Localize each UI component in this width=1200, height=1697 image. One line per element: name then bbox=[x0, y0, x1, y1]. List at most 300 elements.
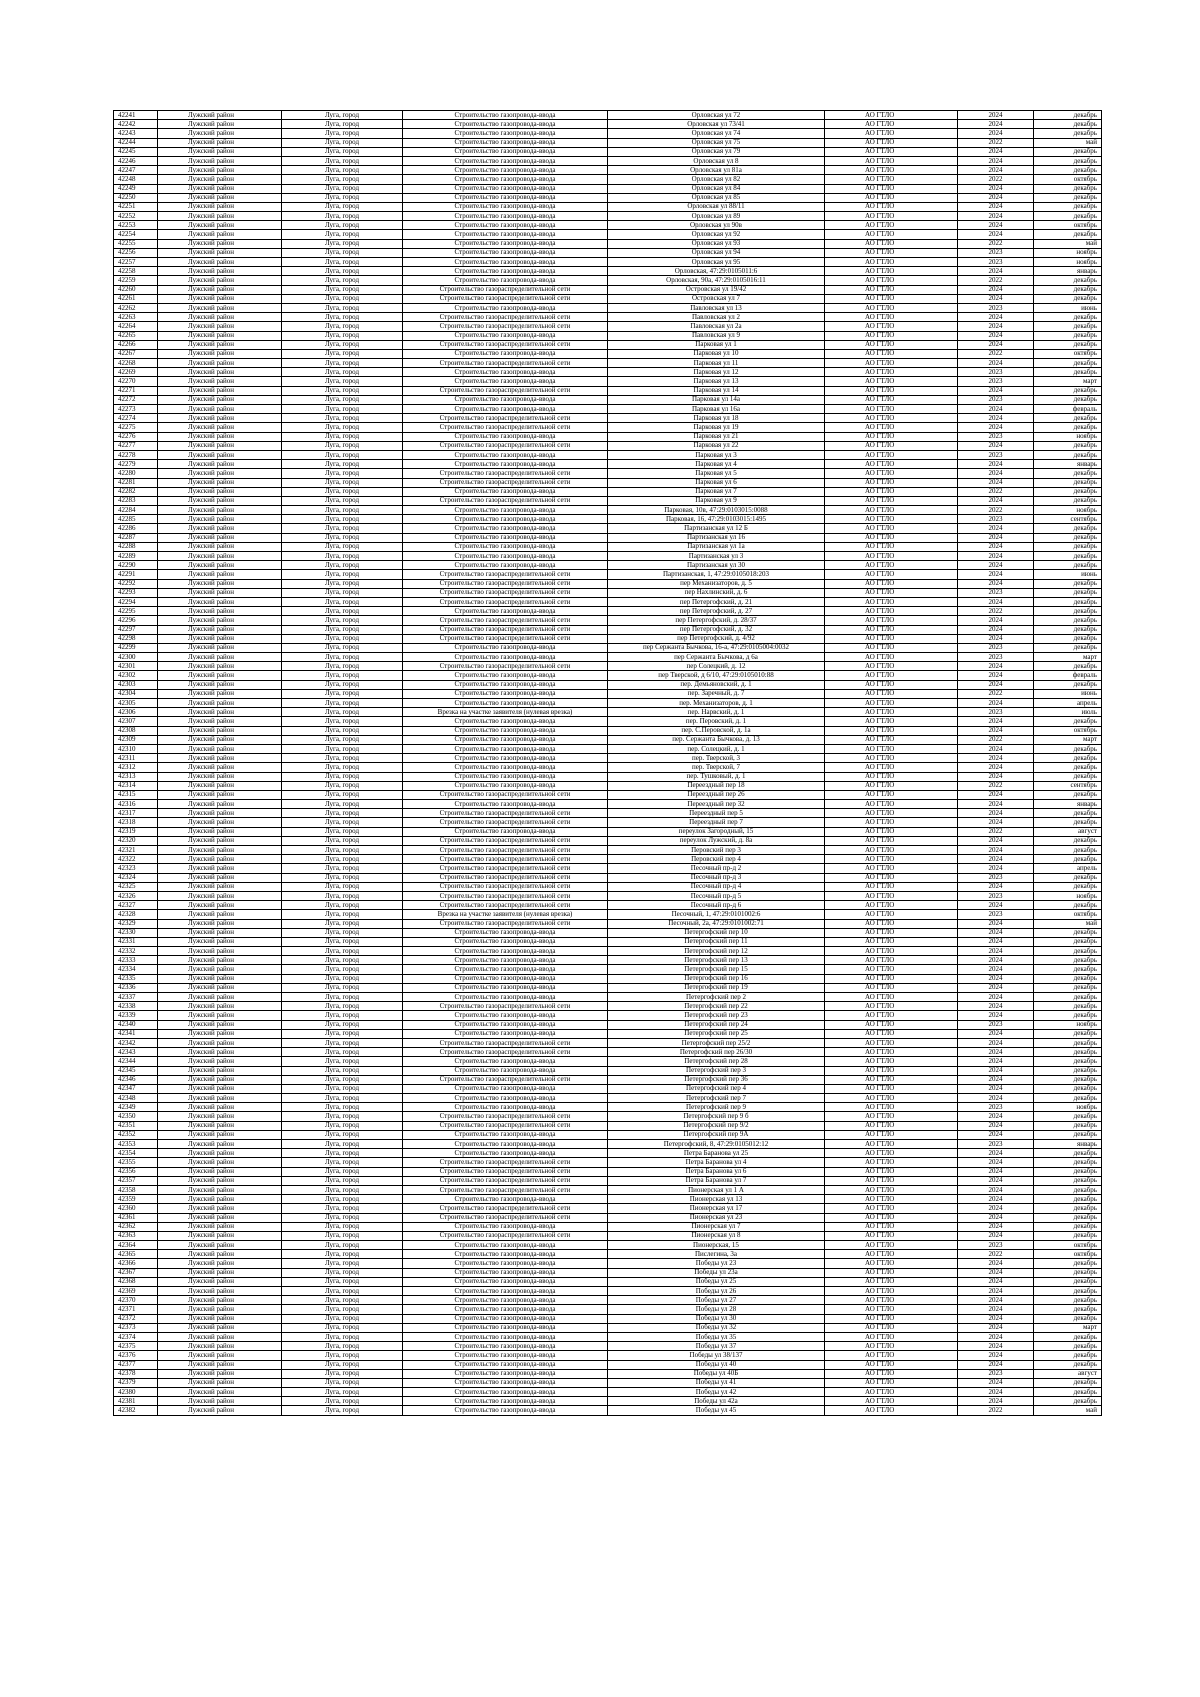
record-id-cell: 42325 bbox=[114, 882, 158, 891]
record-id-cell: 42298 bbox=[114, 634, 158, 643]
district-cell: Лужский район bbox=[158, 570, 282, 579]
district-cell: Лужский район bbox=[158, 258, 282, 267]
work-type-cell: Строительство газораспределительной сети bbox=[403, 1231, 608, 1240]
locality-cell: Луга, город bbox=[282, 331, 403, 340]
month-cell: июнь bbox=[1034, 570, 1102, 579]
record-id-cell: 42285 bbox=[114, 515, 158, 524]
district-cell: Лужский район bbox=[158, 294, 282, 303]
address-cell: пер. Заречный, д. 7 bbox=[608, 689, 825, 698]
organization-cell: АО ГТЛО bbox=[825, 928, 958, 937]
month-cell: декабрь bbox=[1034, 588, 1102, 597]
address-cell: Орловская ул 92 bbox=[608, 230, 825, 239]
table-row bbox=[114, 754, 1102, 763]
record-id-cell: 42355 bbox=[114, 1158, 158, 1167]
locality-cell: Луга, город bbox=[282, 735, 403, 744]
address-cell: Петергофский пер 11 bbox=[608, 937, 825, 946]
month-cell: декабрь bbox=[1034, 111, 1102, 120]
work-type-cell: Строительство газопровода-ввода bbox=[403, 1094, 608, 1103]
year-cell: 2024 bbox=[958, 1121, 1034, 1130]
month-cell: декабрь bbox=[1034, 166, 1102, 175]
address-cell: Петергофский пер 23 bbox=[608, 1011, 825, 1020]
address-cell: пер Сержанта Бычкова, 16-а, 47:29:0105004:0032 bbox=[608, 643, 825, 652]
table-body bbox=[114, 111, 1102, 1416]
table-row bbox=[114, 1002, 1102, 1011]
month-cell: декабрь bbox=[1034, 1176, 1102, 1185]
table-row bbox=[114, 1369, 1102, 1378]
locality-cell: Луга, город bbox=[282, 1176, 403, 1185]
record-id-cell: 42348 bbox=[114, 1094, 158, 1103]
year-cell: 2024 bbox=[958, 202, 1034, 211]
address-cell: Петергофский пер 12 bbox=[608, 947, 825, 956]
record-id-cell: 42359 bbox=[114, 1195, 158, 1204]
record-id-cell: 42327 bbox=[114, 901, 158, 910]
district-cell: Лужский район bbox=[158, 1277, 282, 1286]
locality-cell: Луга, город bbox=[282, 1158, 403, 1167]
year-cell: 2022 bbox=[958, 1250, 1034, 1259]
organization-cell: АО ГТЛО bbox=[825, 423, 958, 432]
year-cell: 2024 bbox=[958, 129, 1034, 138]
work-type-cell: Строительство газораспределительной сети bbox=[403, 469, 608, 478]
table-row bbox=[114, 524, 1102, 533]
address-cell: Петра Баранова ул 4 bbox=[608, 1158, 825, 1167]
locality-cell: Луга, город bbox=[282, 1241, 403, 1250]
district-cell: Лужский район bbox=[158, 882, 282, 891]
district-cell: Лужский район bbox=[158, 662, 282, 671]
organization-cell: АО ГТЛО bbox=[825, 1250, 958, 1259]
locality-cell: Луга, город bbox=[282, 653, 403, 662]
month-cell: январь bbox=[1034, 460, 1102, 469]
address-cell: Переездный пер 26 bbox=[608, 790, 825, 799]
organization-cell: АО ГТЛО bbox=[825, 864, 958, 873]
locality-cell: Луга, город bbox=[282, 947, 403, 956]
organization-cell: АО ГТЛО bbox=[825, 248, 958, 257]
record-id-cell: 42379 bbox=[114, 1378, 158, 1387]
work-type-cell: Строительство газопровода-ввода bbox=[403, 405, 608, 414]
address-cell: Победы ул 27 bbox=[608, 1296, 825, 1305]
district-cell: Лужский район bbox=[158, 1388, 282, 1397]
work-type-cell: Строительство газопровода-ввода bbox=[403, 1140, 608, 1149]
table-row bbox=[114, 1222, 1102, 1231]
month-cell: ноябрь bbox=[1034, 891, 1102, 900]
locality-cell: Луга, город bbox=[282, 634, 403, 643]
record-id-cell: 42257 bbox=[114, 258, 158, 267]
year-cell: 2024 bbox=[958, 983, 1034, 992]
work-type-cell: Строительство газопровода-ввода bbox=[403, 1222, 608, 1231]
district-cell: Лужский район bbox=[158, 671, 282, 680]
work-type-cell: Строительство газораспределительной сети bbox=[403, 919, 608, 928]
organization-cell: АО ГТЛО bbox=[825, 1388, 958, 1397]
record-id-cell: 42322 bbox=[114, 855, 158, 864]
record-id-cell: 42311 bbox=[114, 754, 158, 763]
address-cell: Орловская ул 89 bbox=[608, 212, 825, 221]
year-cell: 2024 bbox=[958, 423, 1034, 432]
locality-cell: Луга, город bbox=[282, 138, 403, 147]
work-type-cell: Строительство газопровода-ввода bbox=[403, 763, 608, 772]
address-cell: пер. Солецкий, д. 1 bbox=[608, 744, 825, 753]
table-row bbox=[114, 258, 1102, 267]
table-row bbox=[114, 1305, 1102, 1314]
work-type-cell: Строительство газопровода-ввода bbox=[403, 349, 608, 358]
address-cell: Парковая, 16, 47:29:0103015:1495 bbox=[608, 515, 825, 524]
district-cell: Лужский район bbox=[158, 1130, 282, 1139]
organization-cell: АО ГТЛО bbox=[825, 487, 958, 496]
work-type-cell: Строительство газопровода-ввода bbox=[403, 1149, 608, 1158]
district-cell: Лужский район bbox=[158, 855, 282, 864]
record-id-cell: 42306 bbox=[114, 708, 158, 717]
locality-cell: Луга, город bbox=[282, 873, 403, 882]
record-id-cell: 42283 bbox=[114, 496, 158, 505]
work-type-cell: Строительство газопровода-ввода bbox=[403, 450, 608, 459]
locality-cell: Луга, город bbox=[282, 901, 403, 910]
work-type-cell: Строительство газопровода-ввода bbox=[403, 460, 608, 469]
work-type-cell: Строительство газопровода-ввода bbox=[403, 129, 608, 138]
year-cell: 2023 bbox=[958, 1103, 1034, 1112]
record-id-cell: 42310 bbox=[114, 744, 158, 753]
month-cell: декабрь bbox=[1034, 542, 1102, 551]
locality-cell: Луга, город bbox=[282, 689, 403, 698]
address-cell: Петергофский пер 4 bbox=[608, 1084, 825, 1093]
month-cell: декабрь bbox=[1034, 937, 1102, 946]
table-row bbox=[114, 506, 1102, 515]
district-cell: Лужский район bbox=[158, 1020, 282, 1029]
record-id-cell: 42252 bbox=[114, 212, 158, 221]
work-type-cell: Строительство газопровода-ввода bbox=[403, 202, 608, 211]
table-row bbox=[114, 910, 1102, 919]
work-type-cell: Строительство газопровода-ввода bbox=[403, 212, 608, 221]
table-row bbox=[114, 772, 1102, 781]
table-row bbox=[114, 1158, 1102, 1167]
district-cell: Лужский район bbox=[158, 156, 282, 165]
table-row bbox=[114, 790, 1102, 799]
organization-cell: АО ГТЛО bbox=[825, 294, 958, 303]
table-row bbox=[114, 983, 1102, 992]
work-type-cell: Строительство газораспределительной сети bbox=[403, 809, 608, 818]
month-cell: декабрь bbox=[1034, 1397, 1102, 1406]
locality-cell: Луга, город bbox=[282, 248, 403, 257]
organization-cell: АО ГТЛО bbox=[825, 120, 958, 129]
district-cell: Лужский район bbox=[158, 1241, 282, 1250]
organization-cell: АО ГТЛО bbox=[825, 735, 958, 744]
year-cell: 2024 bbox=[958, 625, 1034, 634]
table-row bbox=[114, 1342, 1102, 1351]
organization-cell: АО ГТЛО bbox=[825, 239, 958, 248]
address-cell: Петра Баранова ул 25 bbox=[608, 1149, 825, 1158]
district-cell: Лужский район bbox=[158, 147, 282, 156]
record-id-cell: 42293 bbox=[114, 588, 158, 597]
record-id-cell: 42266 bbox=[114, 340, 158, 349]
locality-cell: Луга, город bbox=[282, 1121, 403, 1130]
year-cell: 2023 bbox=[958, 1020, 1034, 1029]
district-cell: Лужский район bbox=[158, 1268, 282, 1277]
district-cell: Лужский район bbox=[158, 395, 282, 404]
table-row bbox=[114, 212, 1102, 221]
record-id-cell: 42382 bbox=[114, 1406, 158, 1415]
locality-cell: Луга, город bbox=[282, 827, 403, 836]
locality-cell: Луга, город bbox=[282, 1351, 403, 1360]
year-cell: 2023 bbox=[958, 1140, 1034, 1149]
month-cell: декабрь bbox=[1034, 285, 1102, 294]
month-cell: март bbox=[1034, 653, 1102, 662]
district-cell: Лужский район bbox=[158, 1222, 282, 1231]
address-cell: Петра Баранова ул 6 bbox=[608, 1167, 825, 1176]
record-id-cell: 42280 bbox=[114, 469, 158, 478]
table-row bbox=[114, 303, 1102, 312]
record-id-cell: 42330 bbox=[114, 928, 158, 937]
address-cell: Победы ул 38/137 bbox=[608, 1351, 825, 1360]
table-row bbox=[114, 175, 1102, 184]
year-cell: 2022 bbox=[958, 276, 1034, 285]
table-row bbox=[114, 846, 1102, 855]
year-cell: 2022 bbox=[958, 239, 1034, 248]
work-type-cell: Строительство газопровода-ввода bbox=[403, 138, 608, 147]
district-cell: Лужский район bbox=[158, 138, 282, 147]
locality-cell: Луга, город bbox=[282, 120, 403, 129]
locality-cell: Луга, город bbox=[282, 855, 403, 864]
work-type-cell: Строительство газопровода-ввода bbox=[403, 303, 608, 312]
address-cell: Перовский пер 3 bbox=[608, 846, 825, 855]
month-cell: февраль bbox=[1034, 405, 1102, 414]
address-cell: Пионерская ул 13 bbox=[608, 1195, 825, 1204]
district-cell: Лужский район bbox=[158, 1397, 282, 1406]
year-cell: 2024 bbox=[958, 1167, 1034, 1176]
organization-cell: АО ГТЛО bbox=[825, 956, 958, 965]
work-type-cell: Строительство газораспределительной сети bbox=[403, 1112, 608, 1121]
locality-cell: Луга, город bbox=[282, 276, 403, 285]
month-cell: декабрь bbox=[1034, 1149, 1102, 1158]
organization-cell: АО ГТЛО bbox=[825, 1397, 958, 1406]
work-type-cell: Строительство газопровода-ввода bbox=[403, 1296, 608, 1305]
locality-cell: Луга, город bbox=[282, 680, 403, 689]
year-cell: 2024 bbox=[958, 1038, 1034, 1047]
organization-cell: АО ГТЛО bbox=[825, 561, 958, 570]
record-id-cell: 42275 bbox=[114, 423, 158, 432]
work-type-cell: Строительство газораспределительной сети bbox=[403, 864, 608, 873]
table-row bbox=[114, 533, 1102, 542]
address-cell: Песочный пр-д 5 bbox=[608, 891, 825, 900]
record-id-cell: 42365 bbox=[114, 1250, 158, 1259]
year-cell: 2024 bbox=[958, 405, 1034, 414]
address-cell: Парковая ул 11 bbox=[608, 359, 825, 368]
locality-cell: Луга, город bbox=[282, 423, 403, 432]
year-cell: 2022 bbox=[958, 506, 1034, 515]
record-id-cell: 42287 bbox=[114, 533, 158, 542]
record-id-cell: 42267 bbox=[114, 349, 158, 358]
address-cell: Орловская ул 93 bbox=[608, 239, 825, 248]
table-row bbox=[114, 1011, 1102, 1020]
work-type-cell: Строительство газопровода-ввода bbox=[403, 1195, 608, 1204]
district-cell: Лужский район bbox=[158, 1103, 282, 1112]
organization-cell: АО ГТЛО bbox=[825, 1084, 958, 1093]
work-type-cell: Строительство газораспределительной сети bbox=[403, 634, 608, 643]
table-row bbox=[114, 919, 1102, 928]
locality-cell: Луга, город bbox=[282, 956, 403, 965]
year-cell: 2024 bbox=[958, 478, 1034, 487]
record-id-cell: 42370 bbox=[114, 1296, 158, 1305]
month-cell: январь bbox=[1034, 1140, 1102, 1149]
month-cell: декабрь bbox=[1034, 947, 1102, 956]
work-type-cell: Строительство газопровода-ввода bbox=[403, 754, 608, 763]
district-cell: Лужский район bbox=[158, 230, 282, 239]
year-cell: 2024 bbox=[958, 1222, 1034, 1231]
work-type-cell: Строительство газопровода-ввода bbox=[403, 689, 608, 698]
year-cell: 2024 bbox=[958, 864, 1034, 873]
locality-cell: Луга, город bbox=[282, 699, 403, 708]
year-cell: 2024 bbox=[958, 699, 1034, 708]
table-row bbox=[114, 671, 1102, 680]
work-type-cell: Строительство газораспределительной сети bbox=[403, 313, 608, 322]
locality-cell: Луга, город bbox=[282, 469, 403, 478]
record-id-cell: 42347 bbox=[114, 1084, 158, 1093]
locality-cell: Луга, город bbox=[282, 1048, 403, 1057]
district-cell: Лужский район bbox=[158, 441, 282, 450]
record-id-cell: 42243 bbox=[114, 129, 158, 138]
address-cell: Победы ул 25 bbox=[608, 1277, 825, 1286]
year-cell: 2024 bbox=[958, 800, 1034, 809]
work-type-cell: Строительство газопровода-ввода bbox=[403, 1241, 608, 1250]
month-cell: апрель bbox=[1034, 864, 1102, 873]
district-cell: Лужский район bbox=[158, 836, 282, 845]
address-cell: Переездный пер 5 bbox=[608, 809, 825, 818]
month-cell: декабрь bbox=[1034, 294, 1102, 303]
table-row bbox=[114, 129, 1102, 138]
work-type-cell: Строительство газопровода-ввода bbox=[403, 1369, 608, 1378]
work-type-cell: Строительство газораспределительной сети bbox=[403, 597, 608, 606]
year-cell: 2024 bbox=[958, 1268, 1034, 1277]
work-type-cell: Строительство газопровода-ввода bbox=[403, 506, 608, 515]
record-id-cell: 42352 bbox=[114, 1130, 158, 1139]
work-type-cell: Строительство газопровода-ввода bbox=[403, 956, 608, 965]
table-row bbox=[114, 487, 1102, 496]
organization-cell: АО ГТЛО bbox=[825, 138, 958, 147]
organization-cell: АО ГТЛО bbox=[825, 542, 958, 551]
record-id-cell: 42345 bbox=[114, 1066, 158, 1075]
organization-cell: АО ГТЛО bbox=[825, 1351, 958, 1360]
table-row bbox=[114, 221, 1102, 230]
district-cell: Лужский район bbox=[158, 1314, 282, 1323]
locality-cell: Луга, город bbox=[282, 405, 403, 414]
organization-cell: АО ГТЛО bbox=[825, 818, 958, 827]
organization-cell: АО ГТЛО bbox=[825, 671, 958, 680]
work-type-cell: Строительство газопровода-ввода bbox=[403, 1011, 608, 1020]
work-type-cell: Строительство газораспределительной сети bbox=[403, 790, 608, 799]
locality-cell: Луга, город bbox=[282, 432, 403, 441]
month-cell: декабрь bbox=[1034, 524, 1102, 533]
record-id-cell: 42242 bbox=[114, 120, 158, 129]
address-cell: пер Петергофский, д. 4/92 bbox=[608, 634, 825, 643]
locality-cell: Луга, город bbox=[282, 1388, 403, 1397]
table-row bbox=[114, 1029, 1102, 1038]
year-cell: 2024 bbox=[958, 836, 1034, 845]
year-cell: 2024 bbox=[958, 184, 1034, 193]
record-id-cell: 42368 bbox=[114, 1277, 158, 1286]
work-type-cell: Строительство газопровода-ввода bbox=[403, 1057, 608, 1066]
table-row bbox=[114, 478, 1102, 487]
table-row bbox=[114, 1287, 1102, 1296]
year-cell: 2024 bbox=[958, 496, 1034, 505]
locality-cell: Луга, город bbox=[282, 377, 403, 386]
organization-cell: АО ГТЛО bbox=[825, 993, 958, 1002]
record-id-cell: 42339 bbox=[114, 1011, 158, 1020]
locality-cell: Луга, город bbox=[282, 579, 403, 588]
district-cell: Лужский район bbox=[158, 1075, 282, 1084]
year-cell: 2022 bbox=[958, 689, 1034, 698]
work-type-cell: Строительство газораспределительной сети bbox=[403, 1213, 608, 1222]
table-row bbox=[114, 1057, 1102, 1066]
record-id-cell: 42256 bbox=[114, 248, 158, 257]
record-id-cell: 42270 bbox=[114, 377, 158, 386]
district-cell: Лужский район bbox=[158, 1084, 282, 1093]
record-id-cell: 42269 bbox=[114, 368, 158, 377]
year-cell: 2024 bbox=[958, 267, 1034, 276]
organization-cell: АО ГТЛО bbox=[825, 322, 958, 331]
organization-cell: АО ГТЛО bbox=[825, 469, 958, 478]
locality-cell: Луга, город bbox=[282, 147, 403, 156]
work-type-cell: Строительство газораспределительной сети bbox=[403, 1002, 608, 1011]
year-cell: 2024 bbox=[958, 1378, 1034, 1387]
district-cell: Лужский район bbox=[158, 1158, 282, 1167]
record-id-cell: 42286 bbox=[114, 524, 158, 533]
locality-cell: Луга, город bbox=[282, 993, 403, 1002]
month-cell: декабрь bbox=[1034, 818, 1102, 827]
year-cell: 2024 bbox=[958, 616, 1034, 625]
year-cell: 2024 bbox=[958, 1185, 1034, 1194]
district-cell: Лужский район bbox=[158, 313, 282, 322]
locality-cell: Луга, город bbox=[282, 1342, 403, 1351]
table-row bbox=[114, 781, 1102, 790]
work-type-cell: Строительство газораспределительной сети bbox=[403, 855, 608, 864]
locality-cell: Луга, город bbox=[282, 790, 403, 799]
month-cell: декабрь bbox=[1034, 901, 1102, 910]
locality-cell: Луга, город bbox=[282, 662, 403, 671]
locality-cell: Луга, город bbox=[282, 1094, 403, 1103]
locality-cell: Луга, город bbox=[282, 202, 403, 211]
locality-cell: Луга, город bbox=[282, 561, 403, 570]
district-cell: Лужский район bbox=[158, 533, 282, 542]
record-id-cell: 42279 bbox=[114, 460, 158, 469]
work-type-cell: Строительство газопровода-ввода bbox=[403, 166, 608, 175]
month-cell: декабрь bbox=[1034, 1121, 1102, 1130]
year-cell: 2024 bbox=[958, 726, 1034, 735]
district-cell: Лужский район bbox=[158, 506, 282, 515]
locality-cell: Луга, город bbox=[282, 1369, 403, 1378]
organization-cell: АО ГТЛО bbox=[825, 588, 958, 597]
work-type-cell: Строительство газопровода-ввода bbox=[403, 377, 608, 386]
year-cell: 2024 bbox=[958, 1332, 1034, 1341]
address-cell: пер. Демьяновский, д. 1 bbox=[608, 680, 825, 689]
work-type-cell: Строительство газопровода-ввода bbox=[403, 111, 608, 120]
record-id-cell: 42244 bbox=[114, 138, 158, 147]
organization-cell: АО ГТЛО bbox=[825, 855, 958, 864]
locality-cell: Луга, город bbox=[282, 368, 403, 377]
table-row bbox=[114, 1140, 1102, 1149]
address-cell: Парковая ул 5 bbox=[608, 469, 825, 478]
record-id-cell: 42361 bbox=[114, 1213, 158, 1222]
address-cell: Орловская ул 85 bbox=[608, 193, 825, 202]
table-row bbox=[114, 809, 1102, 818]
year-cell: 2024 bbox=[958, 460, 1034, 469]
work-type-cell: Строительство газораспределительной сети bbox=[403, 891, 608, 900]
record-id-cell: 42276 bbox=[114, 432, 158, 441]
address-cell: пер. Тушковый, д. 1 bbox=[608, 772, 825, 781]
address-cell: Петергофский пер 19 bbox=[608, 983, 825, 992]
year-cell: 2022 bbox=[958, 827, 1034, 836]
organization-cell: АО ГТЛО bbox=[825, 166, 958, 175]
year-cell: 2024 bbox=[958, 294, 1034, 303]
table-row bbox=[114, 744, 1102, 753]
work-type-cell: Строительство газопровода-ввода bbox=[403, 1305, 608, 1314]
month-cell: декабрь bbox=[1034, 1268, 1102, 1277]
district-cell: Лужский район bbox=[158, 1406, 282, 1415]
